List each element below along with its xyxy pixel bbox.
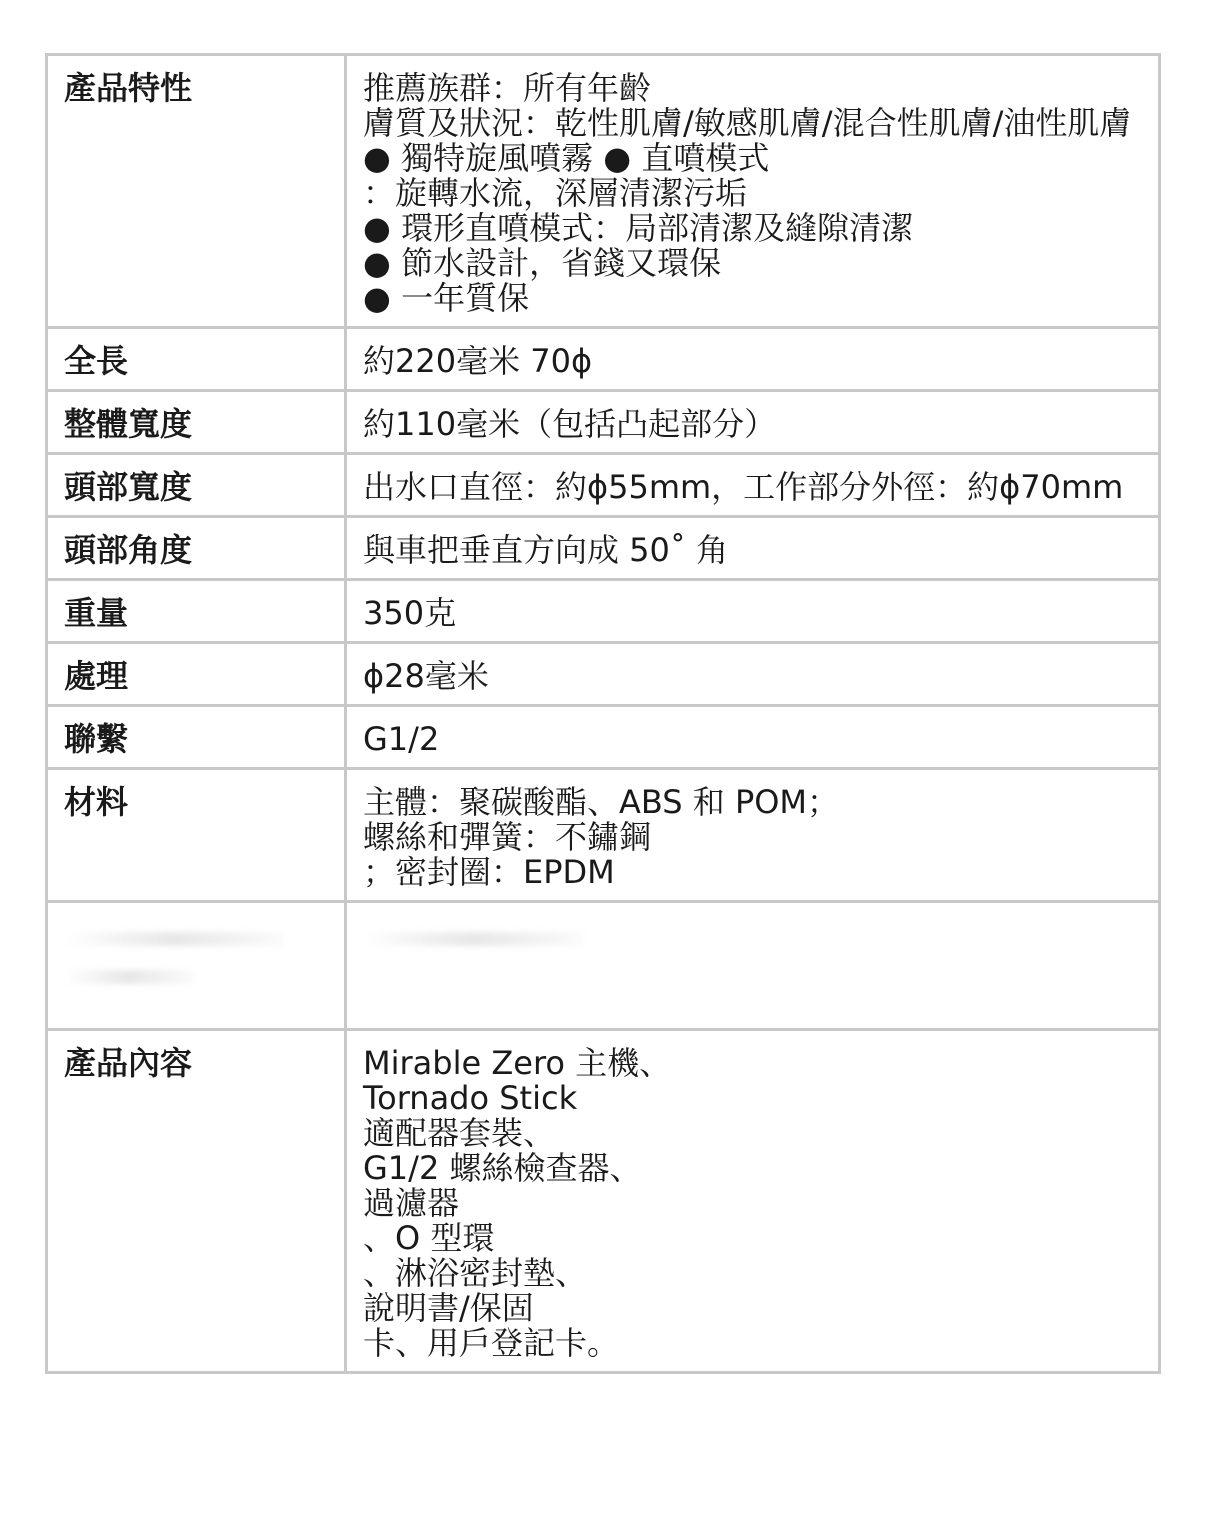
value-line: ● 節水設計，省錢又環保 [363, 244, 722, 282]
row-label: 處理 [47, 643, 346, 706]
table-row-obscured [47, 902, 1160, 1030]
value-line: ：旋轉水流，深層清潔污垢 [363, 174, 748, 212]
table-row-connection [47, 706, 1160, 769]
row-label: 產品內容 [47, 1030, 346, 1373]
value-line: ϕ28毫米 [363, 657, 489, 695]
value-line: 、O 型環 [363, 1219, 495, 1257]
row-label: 全長 [47, 328, 346, 391]
value-line: G1/2 螺絲檢查器、 [363, 1149, 642, 1187]
value-line: 出水口直徑：約ϕ55mm，工作部分外徑：約ϕ70mm [363, 468, 1124, 506]
table-row-materials [47, 769, 1160, 902]
value-line: ；密封圈：EPDM [363, 853, 615, 891]
row-value [346, 328, 1160, 391]
value-line: 卡、用戶登記卡。 [363, 1324, 620, 1362]
value-line: ● 一年質保 [363, 279, 530, 317]
value-line: 螺絲和彈簧：不鏽鋼 [363, 818, 652, 856]
row-value [346, 706, 1160, 769]
value-line: 適配器套裝、 [363, 1114, 556, 1152]
row-label: 重量 [47, 580, 346, 643]
row-label: 頭部寬度 [47, 454, 346, 517]
row-label: 整體寬度 [47, 391, 346, 454]
blurred-text [64, 970, 194, 984]
row-value [346, 580, 1160, 643]
value-line: ● 環形直噴模式：局部清潔及縫隙清潔 [363, 209, 914, 247]
table-row-handle [47, 643, 1160, 706]
value-line: 主體：聚碳酸酯、ABS 和 POM； [363, 783, 840, 821]
table-row-overall-width [47, 391, 1160, 454]
row-value [346, 1030, 1160, 1373]
row-value [346, 454, 1160, 517]
value-line: 約220毫米 70ϕ [363, 342, 593, 380]
row-label: 頭部角度 [47, 517, 346, 580]
row-value [346, 391, 1160, 454]
row-value [346, 643, 1160, 706]
value-line: 約110毫米（包括凸起部分） [363, 405, 777, 443]
blurred-text [363, 932, 583, 946]
value-line: 膚質及狀況：乾性肌膚/敏感肌膚/混合性肌膚/油性肌膚 [363, 104, 1132, 142]
row-label: 聯繫 [47, 706, 346, 769]
spec-table [45, 53, 1161, 1374]
row-label: 產品特性 [47, 55, 346, 328]
value-line: ● 獨特旋風噴霧 ● 直噴模式 [363, 139, 770, 177]
row-label-obscured [47, 902, 346, 1030]
table-row-package-contents [47, 1030, 1160, 1373]
row-value-obscured [346, 902, 1160, 1030]
table-row-features [47, 55, 1160, 328]
value-line: 、淋浴密封墊、 [363, 1254, 588, 1292]
value-line: Tornado Stick [363, 1079, 578, 1117]
value-line: 350克 [363, 594, 457, 632]
value-line: 推薦族群：所有年齡 [363, 69, 652, 107]
row-value [346, 769, 1160, 902]
table-row-head-width [47, 454, 1160, 517]
value-line: 過濾器 [363, 1184, 460, 1222]
table-row-weight [47, 580, 1160, 643]
value-line: G1/2 [363, 720, 440, 758]
blurred-text [64, 932, 284, 946]
row-value [346, 55, 1160, 328]
table-row-head-angle [47, 517, 1160, 580]
value-line: 與車把垂直方向成 50˚ 角 [363, 531, 729, 569]
table-row-length [47, 328, 1160, 391]
row-value [346, 517, 1160, 580]
value-line: 說明書/保固 [363, 1289, 534, 1327]
row-label: 材料 [47, 769, 346, 902]
value-line: Mirable Zero 主機、 [363, 1044, 672, 1082]
